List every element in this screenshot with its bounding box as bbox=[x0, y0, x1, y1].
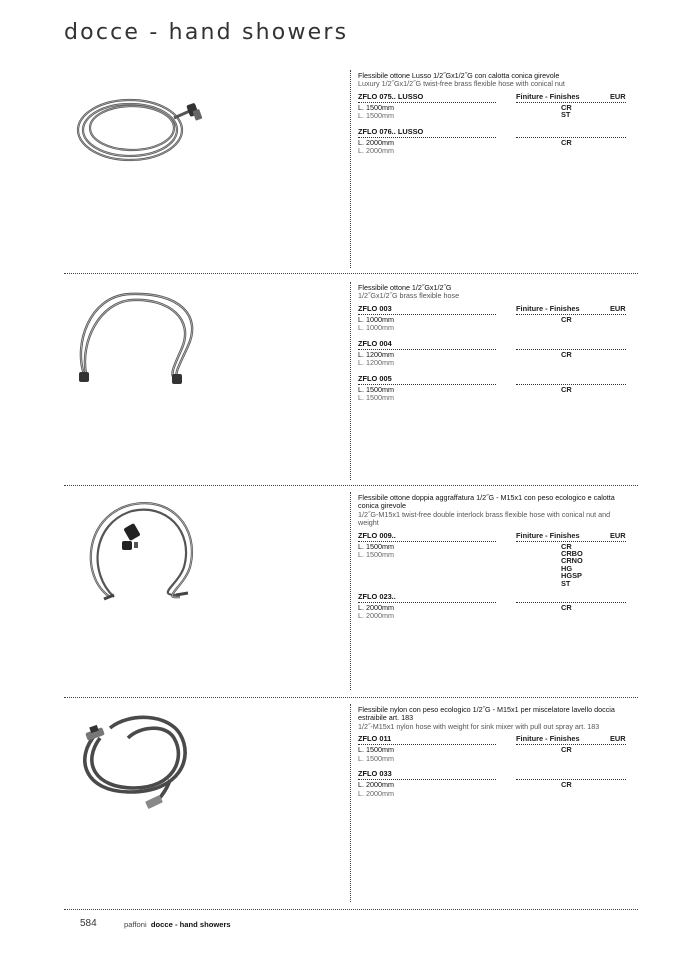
description-it: Flessibile ottone 1/2˝Gx1/2˝G bbox=[358, 283, 452, 292]
length: L. 1500mm bbox=[358, 384, 394, 394]
product-code: ZFLO 023.. bbox=[358, 591, 396, 601]
finish-code: CRBO bbox=[561, 549, 583, 559]
product-code: ZFLO 003 bbox=[358, 303, 392, 313]
finishes-header: Finiture - Finishes bbox=[516, 91, 580, 101]
finish-code: CR bbox=[561, 780, 572, 790]
finish-code: CR bbox=[561, 349, 572, 359]
finish-code: ST bbox=[561, 110, 571, 120]
product-image-nylon-hose bbox=[70, 708, 340, 814]
finish-code: CR bbox=[561, 314, 572, 324]
footer-brand: paffoni bbox=[124, 920, 147, 929]
page-title: docce - hand showers bbox=[64, 20, 349, 45]
finish-list bbox=[561, 316, 572, 323]
eur-header: EUR bbox=[610, 303, 626, 313]
section-divider bbox=[64, 697, 638, 698]
finish-code: CR bbox=[561, 137, 572, 147]
product-image-double-interlock-hose bbox=[70, 497, 340, 607]
length: L. 1200mm bbox=[358, 349, 394, 359]
length: L. 1000mm bbox=[358, 314, 394, 324]
description-it: Flessibile nylon con peso ecologico 1/2˝G - M15x1 per miscelatore lavello doccia estraibile art. 183 bbox=[358, 705, 615, 723]
eur-header: EUR bbox=[610, 91, 626, 101]
length: L. 1500mm bbox=[358, 102, 394, 112]
description-en: 1/2˝G-M15x1 twist-free double interlock brass flexible hose with conical nut and weight bbox=[358, 509, 611, 528]
description-en: 1/2˝Gx1/2˝G brass flexible hose bbox=[358, 291, 460, 301]
description-it: Flessibile ottone doppia aggraffatura 1/2˝G - M15x1 con peso ecologico e calotta conica girevole bbox=[358, 493, 615, 511]
finish-code: CR bbox=[561, 541, 572, 551]
finishes-header: Finiture - Finishes bbox=[516, 734, 580, 744]
finish-code: HGSP bbox=[561, 571, 582, 581]
column-divider bbox=[350, 704, 351, 902]
product-code: ZFLO 005 bbox=[358, 373, 392, 383]
finish-code: CR bbox=[561, 384, 572, 394]
finish-list bbox=[561, 543, 583, 587]
product-info-1 bbox=[358, 72, 628, 163]
length: L. 2000mm bbox=[358, 780, 394, 790]
page-number: 584 bbox=[80, 918, 97, 929]
length-en: L. 2000mm bbox=[358, 611, 394, 621]
finish-list bbox=[561, 746, 572, 753]
finish-list bbox=[561, 139, 572, 146]
finish-code: CR bbox=[561, 745, 572, 755]
finish-code: CR bbox=[561, 102, 572, 112]
finish-list bbox=[561, 781, 572, 788]
length-en: L. 1500mm bbox=[358, 753, 394, 763]
description-en: 1/2˝-M15x1 nylon hose with weight for sink mixer with pull out spray art. 183 bbox=[358, 721, 600, 731]
length-en: L. 1500mm bbox=[358, 111, 394, 121]
finish-list bbox=[561, 351, 572, 358]
product-info-4 bbox=[358, 706, 628, 805]
product-info-3 bbox=[358, 494, 628, 628]
finish-code: CRNO bbox=[561, 556, 583, 566]
footer-divider bbox=[64, 909, 638, 910]
length: L. 2000mm bbox=[358, 137, 394, 147]
product-code: ZFLO 011 bbox=[358, 734, 392, 744]
description-en: Luxury 1/2˝Gx1/2˝G twist-free brass flexible hose with conical nut bbox=[358, 79, 565, 89]
section-divider bbox=[64, 273, 638, 274]
footer-caption bbox=[124, 920, 231, 929]
length-en: L. 1200mm bbox=[358, 358, 394, 368]
finish-list bbox=[561, 604, 572, 611]
product-code: ZFLO 075.. LUSSO bbox=[358, 91, 424, 101]
product-image-brass-hose bbox=[70, 286, 340, 390]
description-it: Flessibile ottone Lusso 1/2˝Gx1/2˝G con calotta conica girevole bbox=[358, 71, 560, 80]
eur-header: EUR bbox=[610, 530, 626, 540]
finish-list bbox=[561, 386, 572, 393]
finish-code: CR bbox=[561, 602, 572, 612]
section-divider bbox=[64, 485, 638, 486]
length: L. 1500mm bbox=[358, 745, 394, 755]
product-image-luxury-hose bbox=[70, 88, 340, 168]
length-en: L. 1000mm bbox=[358, 323, 394, 333]
length: L. 1500mm bbox=[358, 541, 394, 551]
finishes-header: Finiture - Finishes bbox=[516, 303, 580, 313]
finish-code: ST bbox=[561, 578, 571, 588]
finish-list bbox=[561, 104, 572, 119]
product-code: ZFLO 004 bbox=[358, 338, 392, 348]
eur-header: EUR bbox=[610, 734, 626, 744]
column-divider bbox=[350, 70, 351, 268]
length-en: L. 1500mm bbox=[358, 393, 394, 403]
length: L. 2000mm bbox=[358, 602, 394, 612]
length-en: L. 2000mm bbox=[358, 146, 394, 156]
finishes-header: Finiture - Finishes bbox=[516, 530, 580, 540]
length-en: L. 1500mm bbox=[358, 550, 394, 560]
column-divider bbox=[350, 492, 351, 690]
product-info-2 bbox=[358, 284, 628, 410]
finish-code: HG bbox=[561, 563, 573, 573]
column-divider bbox=[350, 282, 351, 480]
footer-section: docce - hand showers bbox=[150, 920, 231, 929]
product-code: ZFLO 076.. LUSSO bbox=[358, 126, 424, 136]
product-code: ZFLO 009.. bbox=[358, 530, 396, 540]
length-en: L. 2000mm bbox=[358, 788, 394, 798]
product-code: ZFLO 033 bbox=[358, 769, 392, 779]
